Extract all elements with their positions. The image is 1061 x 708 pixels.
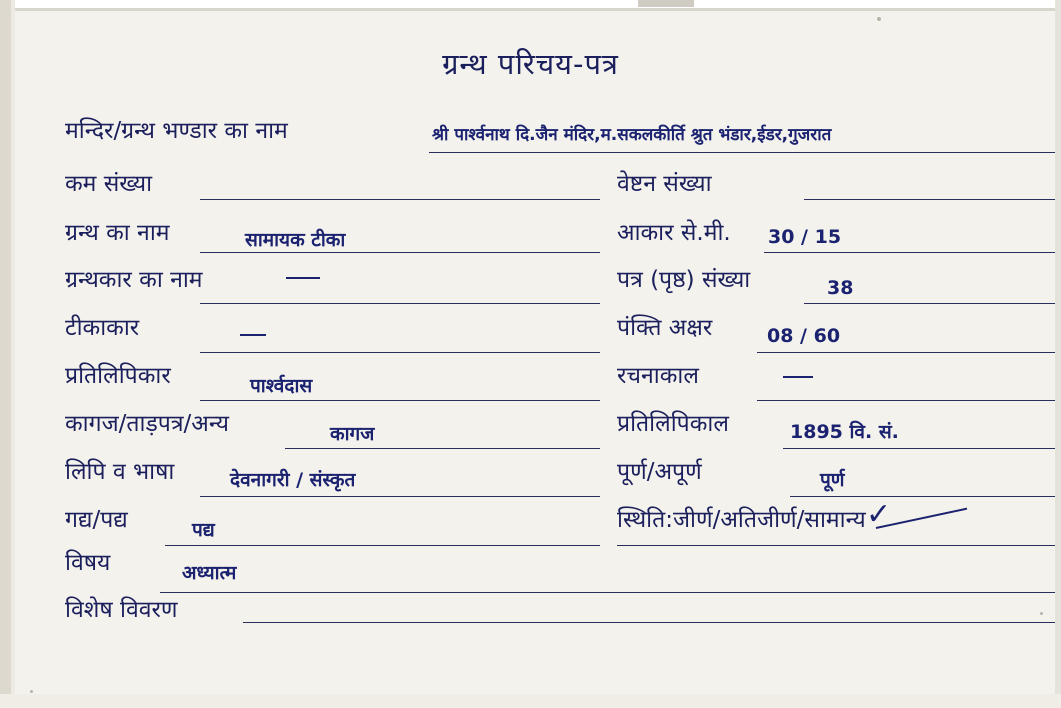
field-value-granthakar-name-dash (286, 277, 320, 279)
paper-speck (877, 17, 881, 21)
rule-left-2 (200, 252, 600, 253)
rule-left-6 (285, 448, 600, 449)
field-value-grantha-name: सामायक टीका (245, 229, 346, 251)
rule-right-3 (804, 303, 1055, 304)
field-value-aakar: 30 / 15 (768, 226, 842, 248)
field-value-rachnakal-dash (783, 376, 813, 378)
field-label-patra-sankhya: पत्र (पृष्ठ) संख्या (617, 267, 751, 293)
field-label-veshtan-sankhya: वेष्टन संख्या (617, 171, 712, 197)
rule-right-6 (783, 448, 1055, 449)
paper-bottom-edge (0, 694, 1061, 708)
field-label-vishesh-vivaran: विशेष विवरण (65, 597, 178, 623)
field-value-pankti-akshar: 08 / 60 (767, 325, 841, 347)
field-label-lipi-bhasha: लिपि व भाषा (65, 459, 175, 485)
field-value-purna-apurna: पूर्ण (820, 469, 845, 491)
field-value-gadya-padya: पद्य (192, 519, 215, 541)
rule-vishesh-vivaran (243, 622, 1055, 623)
field-label-purna-apurna: पूर्ण/अपूर्ण (617, 459, 702, 485)
field-value-pratilipikar: पार्श्वदास (250, 375, 313, 397)
rule-left-5 (200, 400, 600, 401)
paper-left-edge-inner (11, 0, 15, 708)
field-value-tikakar-dash (240, 334, 266, 336)
rule-vishay (160, 592, 1055, 593)
field-value-kagaj-tadpatra: कागज (330, 423, 375, 445)
rule-right-8 (617, 545, 1055, 546)
field-label-sthiti: स्थिति:जीर्ण/अतिजीर्ण/सामान्य (617, 507, 866, 533)
paper-speck (1040, 612, 1043, 615)
sthiti-checkmark-icon: ✓ (866, 497, 892, 532)
field-label-kram-sankhya: कम संख्या (65, 171, 153, 197)
rule-left-3 (200, 303, 600, 304)
field-label-gadya-padya: गद्य/पद्य (65, 507, 128, 533)
field-label-pratilipikar: प्रतिलिपिकार (65, 363, 171, 389)
field-value-lipi-bhasha: देवनागरी / संस्कृत (230, 469, 356, 491)
field-label-pratilipikal: प्रतिलिपिकाल (617, 411, 729, 437)
field-label-tikakar: टीकाकार (65, 315, 140, 341)
field-label-rachnakal: रचनाकाल (617, 363, 699, 389)
paper-left-edge (0, 0, 11, 708)
field-label-granthakar-name: ग्रन्थकार का नाम (65, 267, 203, 293)
paper-speck (30, 690, 33, 693)
field-label-vishay: विषय (65, 550, 111, 576)
rule-right-7 (790, 496, 1055, 497)
page-title: ग्रन्थ परिचय-पत्र (442, 47, 619, 81)
field-value-patra-sankhya: 38 (827, 277, 854, 299)
field-label-temple-name: मन्दिर/ग्रन्थ भण्डार का नाम (65, 118, 288, 144)
rule-temple-name (429, 152, 1055, 153)
field-label-kagaj-tadpatra: कागज/ताड़पत्र/अन्य (65, 411, 229, 437)
paper-top-edge-shadow (0, 8, 1061, 11)
rule-right-5 (757, 400, 1055, 401)
rule-right-4 (757, 352, 1055, 353)
rule-left-1 (200, 199, 600, 200)
rule-right-1 (804, 199, 1055, 200)
field-label-pankti-akshar: पंक्ति अक्षर (617, 315, 713, 341)
rule-left-7 (200, 496, 600, 497)
rule-left-8 (165, 545, 600, 546)
rule-left-4 (200, 352, 600, 353)
field-value-pratilipikal: 1895 वि. सं. (790, 421, 899, 443)
field-value-temple-name: श्री पार्श्वनाथ दि.जैन मंदिर,म.सकलकीर्ति श्रुत भंडार,ईडर,गुजरात (432, 125, 832, 145)
field-label-aakar: आकार से.मी. (617, 220, 731, 246)
scan-notch (638, 0, 694, 7)
field-label-grantha-name: ग्रन्थ का नाम (65, 220, 170, 246)
paper-right-edge (1055, 0, 1061, 708)
rule-right-2 (764, 252, 1055, 253)
field-value-vishay: अध्यात्म (182, 562, 237, 584)
